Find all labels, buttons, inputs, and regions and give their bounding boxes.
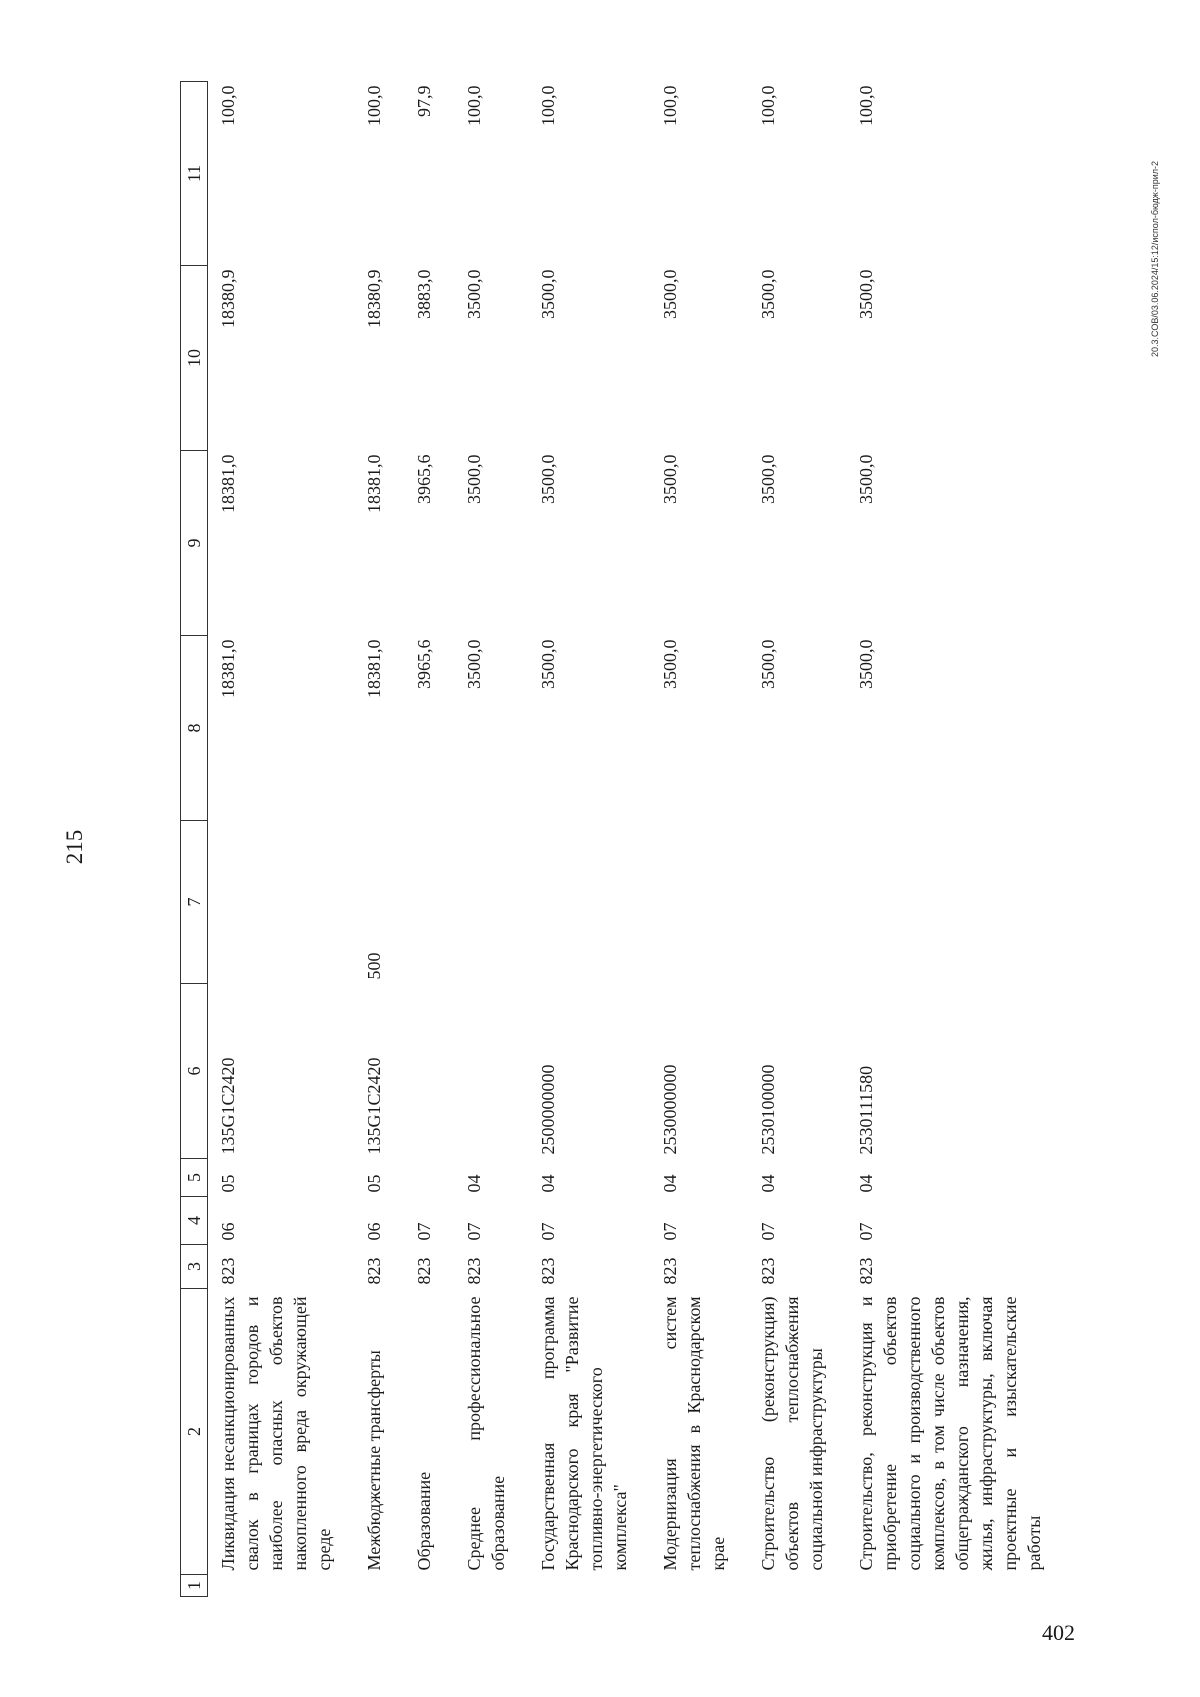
table-cell: 18380,9 [218,269,238,328]
table-cell: Строительство, реконструкция и приобретение объектов социального и производственного комплексов, в том числе объектов общегражданского назначения, жилья, инфраструктуры, включая проектные и изыскательские работы [856,1296,1044,1571]
table-cell: 3965,6 [414,639,434,689]
table-cell: 823 [464,1257,484,1285]
table-cell: 18380,9 [364,269,384,328]
table-cell [650,821,748,984]
table-cell: 823 [660,1257,680,1285]
table-cell: 100,0 [464,85,484,126]
table-cell [454,821,528,984]
table-cell: 07 [414,1222,434,1241]
table-cell [454,984,528,1159]
table-cell: 3500,0 [464,269,484,319]
table-cell: 3500,0 [856,269,876,319]
table-cell: 05 [218,1174,238,1193]
table-cell: 2530100000 [758,1064,778,1155]
table-cell: 97,9 [414,85,434,117]
table-cell: 500 [364,952,384,980]
footer-code: 20.3.СОВ/03.06.2024/15:12/испол-бюдж-прил-2 [1150,161,1160,357]
table-cell: 3500,0 [538,639,558,689]
sheet-number: 402 [1042,1620,1075,1645]
table-row [748,82,846,1597]
table-cell: 823 [538,1257,558,1285]
table-cell [404,821,454,984]
table-cell: 3500,0 [660,269,680,319]
table-cell [528,1575,650,1597]
column-header: 8 [181,636,208,821]
table-cell: 18381,0 [364,454,384,513]
column-header: 3 [181,1245,208,1289]
table-cell [404,1575,454,1597]
table-cell [208,1575,355,1597]
table-cell: 823 [414,1257,434,1285]
table-cell [454,1575,528,1597]
table-cell: 2530111580 [856,1065,876,1155]
table-cell [404,984,454,1159]
column-header: 9 [181,451,208,636]
table-cell [650,1575,748,1597]
table-cell: 100,0 [218,85,238,126]
table-cell: 18381,0 [218,454,238,513]
column-header: 11 [181,82,208,266]
table-cell: Строительство (реконструкция) объектов теплоснабжения социальной инфраструктуры [758,1296,826,1571]
table-cell: 100,0 [758,85,778,126]
table-cell [404,1159,454,1197]
table-cell [748,1575,846,1597]
table-cell: 3500,0 [856,639,876,689]
table-cell: 100,0 [538,85,558,126]
table-cell: 04 [464,1174,484,1193]
table-cell: Образование [414,1471,434,1571]
table-cell [354,1575,404,1597]
column-header: 7 [181,821,208,984]
table-cell: 06 [218,1222,238,1241]
table-cell: 3883,0 [414,269,434,319]
header-row [181,82,208,1597]
table-cell: 04 [538,1174,558,1193]
table-cell: 100,0 [856,85,876,126]
table-cell: 07 [660,1222,680,1241]
table-row [454,82,528,1597]
table-cell: 04 [758,1174,778,1193]
table-cell: 3500,0 [758,269,778,319]
budget-table [180,81,1064,1597]
table-cell: 3500,0 [538,269,558,319]
table-cell [528,821,650,984]
table-cell: Среднее профессиональное образование [464,1296,508,1571]
table-cell: 3500,0 [660,639,680,689]
table-cell: 3500,0 [464,639,484,689]
table-body [208,82,1065,1597]
table-row [846,82,1064,1597]
table-cell: 135G1C2420 [364,1057,384,1155]
table-cell [208,821,355,984]
table-row [404,82,454,1597]
table-cell: 3500,0 [856,454,876,504]
table-cell: Межбюджетные трансферты [364,1350,384,1571]
table-cell: 07 [856,1222,876,1241]
column-header: 4 [181,1197,208,1245]
table-cell: 07 [758,1222,778,1241]
table-row [528,82,650,1597]
table-cell: 3500,0 [758,454,778,504]
table-cell: 2530000000 [660,1064,680,1155]
column-header: 1 [181,1575,208,1597]
table-cell: 3500,0 [464,454,484,504]
table-cell [846,821,1064,984]
table-row [208,82,355,1597]
table-cell: 18381,0 [218,639,238,698]
table-cell: 07 [538,1222,558,1241]
table-cell: 07 [464,1222,484,1241]
table-cell: 3500,0 [660,454,680,504]
table-cell: 2500000000 [538,1064,558,1155]
table-cell: Ликвидация несанкционированных свалок в границах городов и наиболее опасных объектов накопленного вреда окружающей среде [218,1296,334,1571]
table-cell: 823 [758,1257,778,1285]
table-cell: 18381,0 [364,639,384,698]
table-cell: Модернизация систем теплоснабжения в Краснодарском крае [660,1296,728,1571]
page-number: 215 [62,829,87,865]
table-cell: 04 [660,1174,680,1193]
table-cell: Государственная программа Краснодарского края "Развитие топливно-энергетического комплекса" [538,1296,630,1571]
table-row [354,82,404,1597]
table-cell: 823 [364,1257,384,1285]
table-cell: 3500,0 [758,639,778,689]
table-cell: 135G1C2420 [218,1057,238,1155]
table-cell: 823 [218,1257,238,1285]
table-cell [846,1575,1064,1597]
table-row [650,82,748,1597]
column-header: 6 [181,984,208,1159]
column-header: 2 [181,1289,208,1575]
column-header: 5 [181,1159,208,1197]
table-cell: 3500,0 [538,454,558,504]
table-cell: 100,0 [660,85,680,126]
column-header: 10 [181,266,208,451]
table-cell: 823 [856,1257,876,1285]
table-cell: 3965,6 [414,454,434,504]
table-cell [748,821,846,984]
table-cell: 04 [856,1174,876,1193]
table-cell: 100,0 [364,85,384,126]
table-cell: 05 [364,1174,384,1193]
table-cell: 06 [364,1222,384,1241]
